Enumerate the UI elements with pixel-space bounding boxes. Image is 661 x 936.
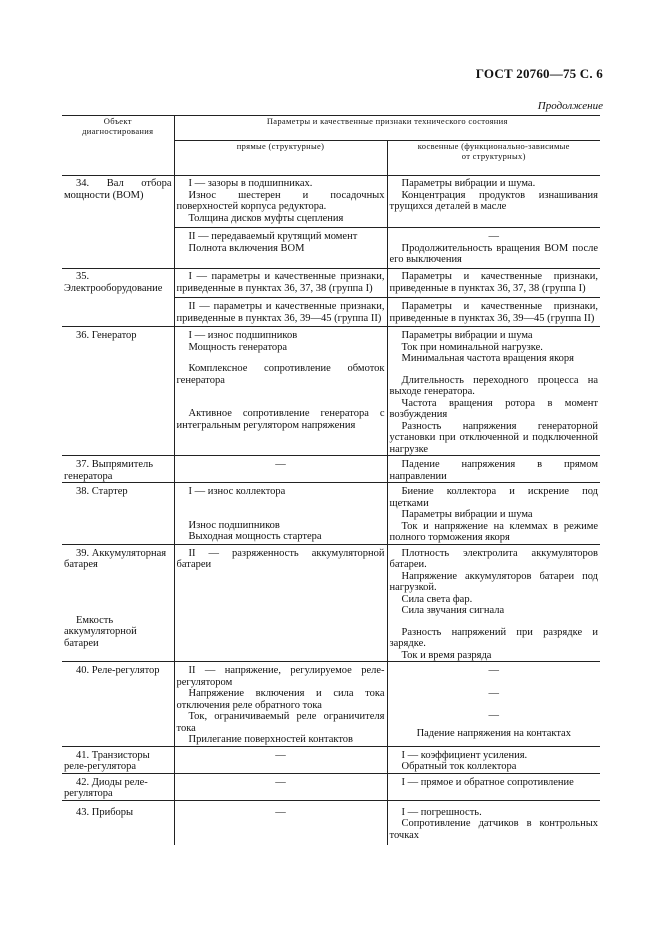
cell-text: Концентрация продуктов изнашивания трущихся деталей в масле	[389, 189, 599, 212]
cell-text: —	[488, 687, 499, 699]
header-indirect: косвенные (функционально-зависимые от структурных)	[387, 141, 600, 176]
table-row	[62, 773, 600, 800]
cell-text: I — коэффициент усиления.	[401, 749, 528, 761]
cell-text: II — разряженность аккумуляторной батареи	[176, 547, 385, 570]
cell-text: Износ подшипников	[188, 519, 280, 531]
row-object: 38. Стартер	[76, 486, 128, 497]
row-object: 36. Генератор	[76, 330, 137, 341]
cell-text: Минимальная частота вращения якоря	[401, 353, 574, 364]
cell-text: —	[275, 749, 286, 761]
cell-text: Разность напряжений при разрядке и зарядке.	[389, 626, 599, 649]
cell-text: Напряжение включения и сила тока отключения реле обратного тока	[176, 688, 385, 711]
page-header: ГОСТ 20760—75 С. 6	[475, 66, 603, 81]
cell-text: Полнота включения ВОМ	[188, 242, 305, 254]
cell-text: Плотность электролита аккумуляторов батареи.	[389, 547, 599, 570]
cell-text: Комплексное сопротивление обмоток генератора	[176, 363, 385, 386]
cell-text: Сопротивление датчиков в контрольных точках	[389, 818, 599, 841]
table-row	[62, 800, 600, 845]
cell-text: Падение напряжения на контактах	[416, 727, 571, 739]
cell-text: —	[275, 776, 286, 788]
header-object: Объект диагностирования	[62, 116, 174, 176]
cell-text: Длительность переходного процесса на выходе генератора.	[389, 374, 599, 397]
continuation-label: Продолжение	[537, 100, 603, 112]
cell-text: Толщина дисков муфты сцепления	[188, 212, 344, 224]
cell-text: Падение напряжения в прямом направлении	[389, 459, 599, 482]
table-row	[62, 456, 600, 483]
diagnostics-table	[62, 115, 600, 845]
table-row	[62, 662, 600, 747]
table-row	[62, 483, 600, 545]
row-object: 39. Аккумуляторная батарея	[64, 547, 167, 570]
cell-text: Ток и время разряда	[401, 649, 492, 661]
cell-text: Параметры вибрации и шума	[401, 330, 533, 341]
cell-text: —	[488, 710, 499, 721]
row-object: 42. Диоды реле-регулятора	[64, 776, 148, 799]
cell-text: I — погрешность.	[401, 806, 482, 818]
cell-text: II — параметры и качественные признаки, приведенные в пунктах 36, 39—45 (группа II)	[176, 301, 385, 324]
header-direct: прямые (структурные)	[174, 141, 387, 176]
cell-text: Активное сопротивление генератора с интегральным регулятором напряжения	[176, 408, 385, 431]
cell-text: Износ шестерен и посадочных поверхностей корпуса редуктора.	[176, 189, 385, 212]
cell-text: Обратный ток коллектора	[401, 761, 517, 772]
table-row	[62, 544, 600, 662]
cell-text: Ток, ограничиваемый реле ограничителя тока	[176, 711, 385, 734]
row-object-secondary: Емкость аккумуляторной батареи	[64, 614, 137, 649]
row-object: 34. Вал отбора мощности (ВОМ)	[64, 178, 172, 201]
cell-text: —	[275, 459, 286, 470]
cell-text: II — передаваемый крутящий момент	[188, 231, 358, 242]
table-row	[62, 746, 600, 773]
cell-text: Сила света фар.	[401, 593, 473, 605]
row-object: 35. Электрооборудование	[64, 271, 163, 294]
row-object: 40. Реле-регулятор	[76, 665, 160, 676]
cell-text: Параметры и качественные признаки, приведенные в пунктах 36, 37, 38 (группа I)	[389, 271, 599, 294]
table-row	[62, 269, 600, 298]
header-params: Параметры и качественные признаки технического состояния	[174, 116, 600, 141]
cell-text: Частота вращения ротора в момент возбуждения	[389, 397, 599, 420]
row-object: 43. Приборы	[76, 806, 134, 818]
table-row	[62, 176, 600, 228]
row-object: 41. Транзисторы реле-регулятора	[64, 749, 150, 772]
cell-text: Напряжение аккумуляторов батареи под нагрузкой.	[389, 570, 599, 593]
cell-text: Мощность генератора	[188, 341, 288, 353]
cell-text: I — износ подшипников	[188, 330, 298, 341]
cell-text: Параметры и качественные признаки, приведенные в пунктах 36, 39—45 (группа II)	[389, 301, 599, 324]
cell-text: Ток и напряжение на клеммах в режиме полного торможения якоря	[389, 520, 599, 543]
cell-text: Прилегание поверхностей контактов	[188, 734, 353, 745]
cell-text: Разность напряжения генераторной установки при отключенной и подключенной нагрузке	[389, 420, 599, 455]
cell-text: —	[488, 231, 499, 242]
cell-text: I — прямое и обратное сопротивление	[401, 776, 574, 788]
table-row	[62, 327, 600, 456]
cell-text: Ток при номинальной нагрузке.	[401, 341, 543, 353]
row-object: 37. Выпрямитель генератора	[64, 459, 154, 482]
cell-text: Параметры вибрации и шума	[401, 509, 533, 520]
cell-text: Сила звучания сигнала	[401, 605, 505, 616]
cell-text: I — износ коллектора	[188, 486, 286, 497]
cell-text: I — зазоры в подшипниках.	[188, 178, 313, 189]
cell-text: Параметры вибрации и шума.	[401, 178, 536, 189]
cell-text: Биение коллектора и искрение под щетками	[389, 486, 599, 509]
cell-text: Выходная мощность стартера	[188, 531, 322, 542]
cell-text: I — параметры и качественные признаки, приведенные в пунктах 36, 37, 38 (группа I)	[176, 271, 385, 294]
cell-text: —	[488, 665, 499, 676]
cell-text: II — напряжение, регулируемое реле-регулятором	[176, 665, 385, 688]
cell-text: Продолжительность вращения ВОМ после его выключения	[389, 242, 599, 265]
cell-text: —	[275, 806, 286, 818]
